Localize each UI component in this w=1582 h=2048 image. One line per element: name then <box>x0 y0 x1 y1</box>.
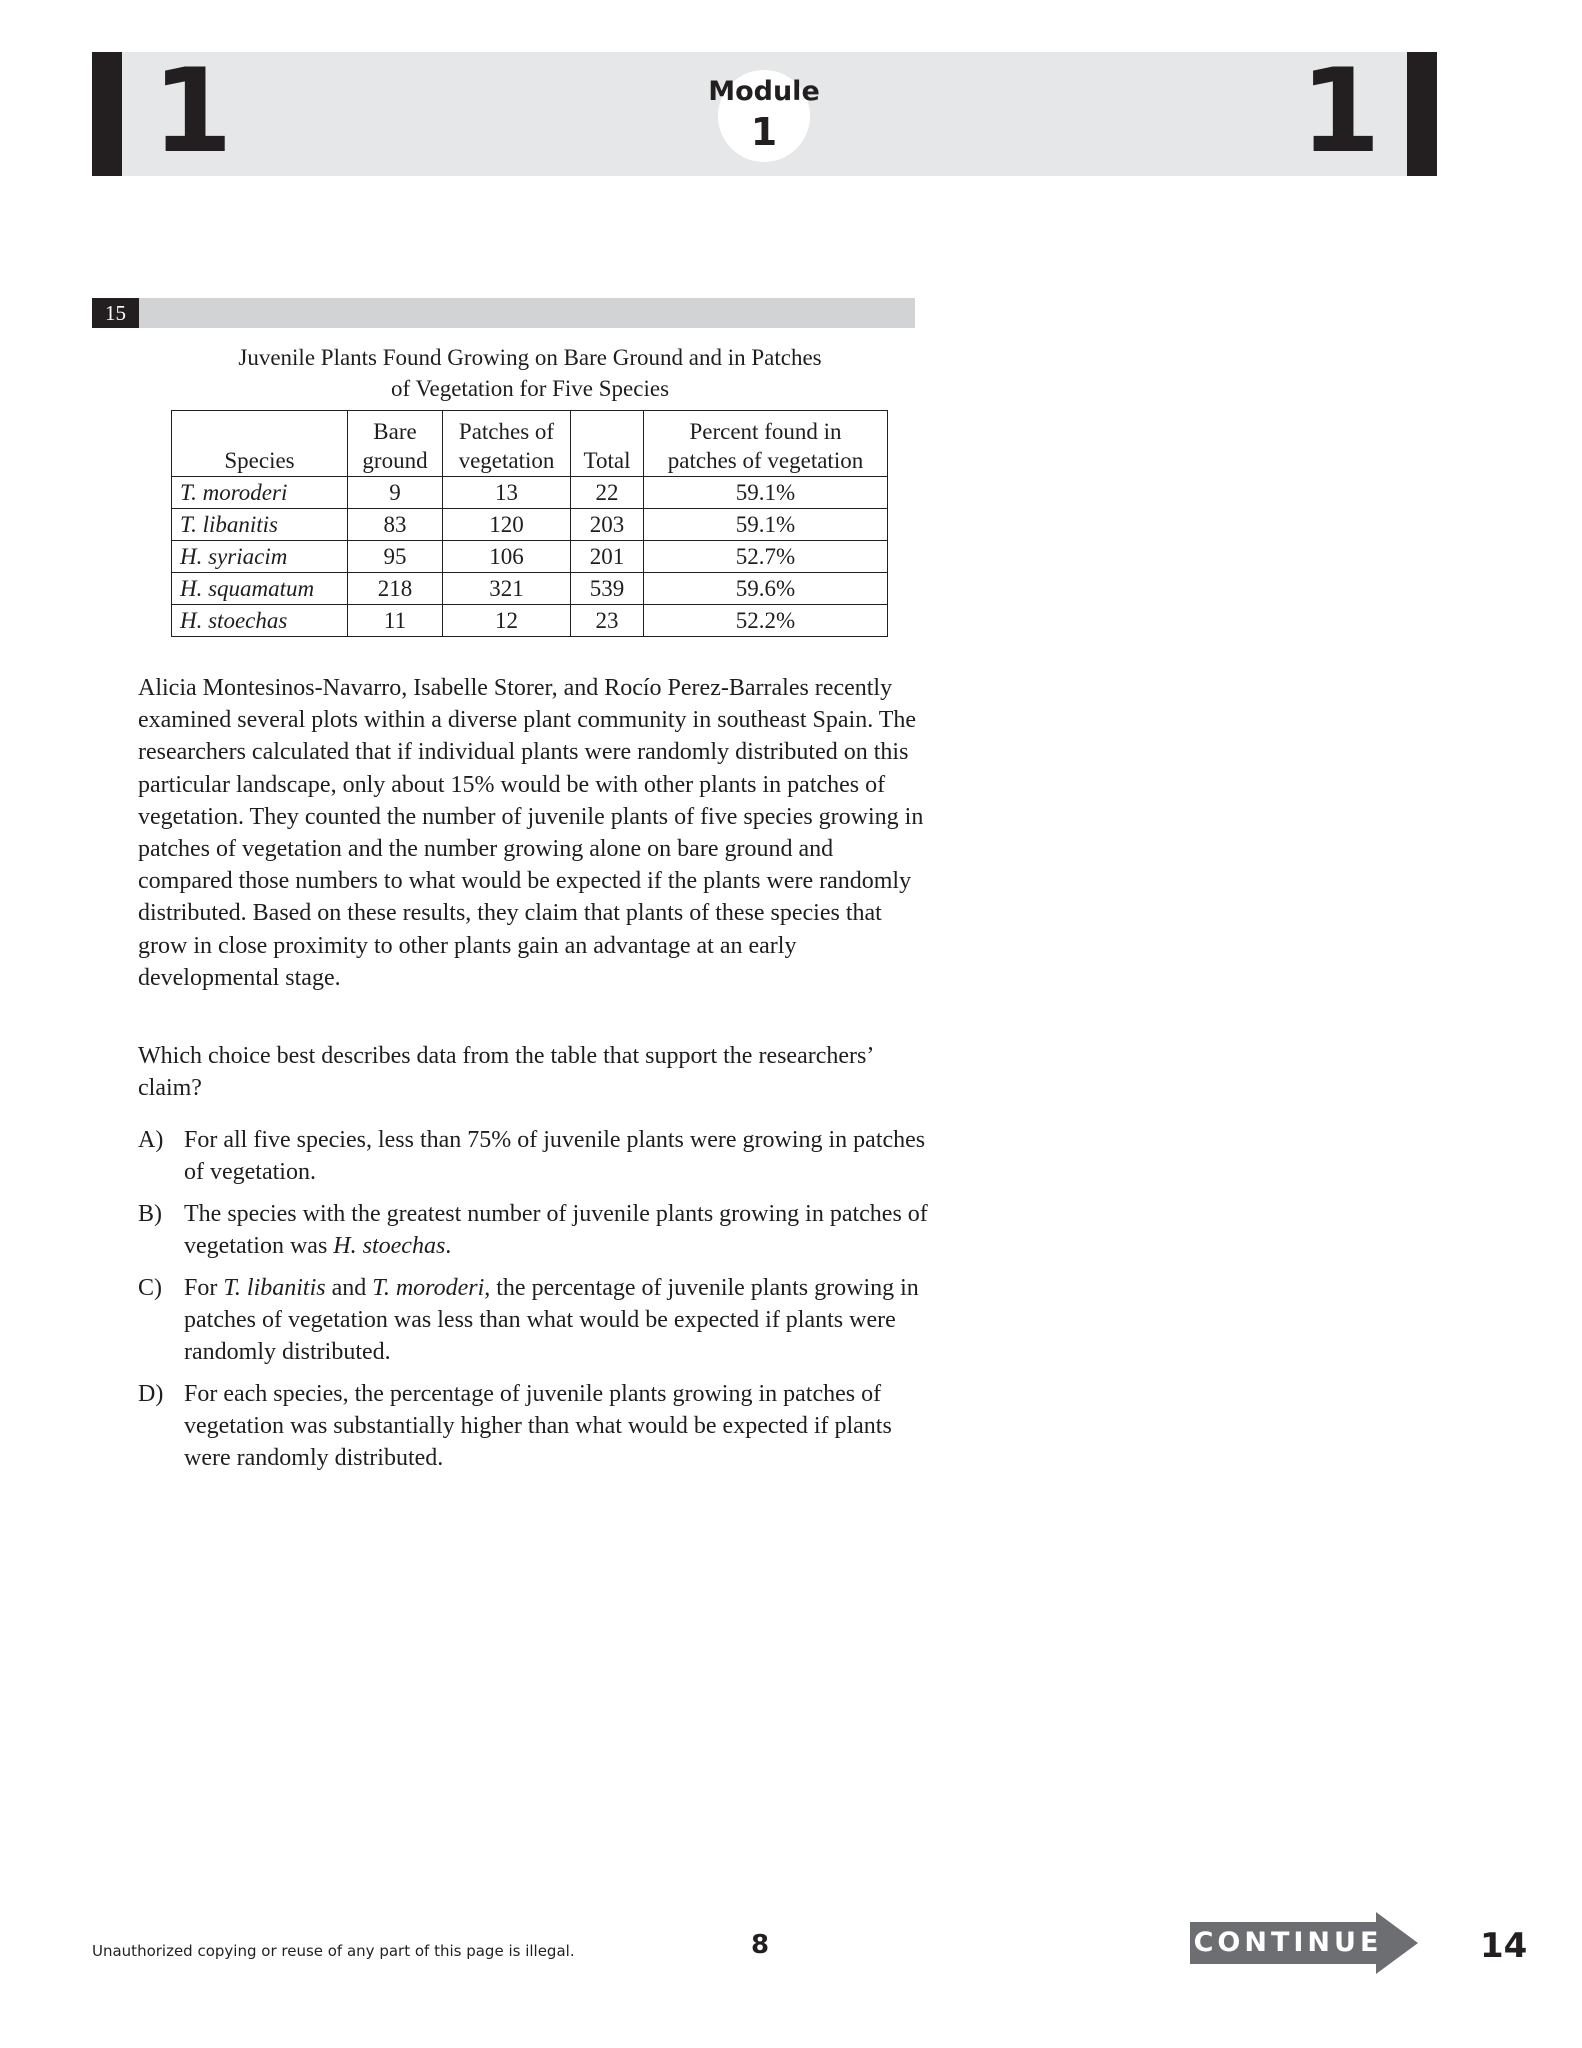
header-percent: Percent found in patches of vegetation <box>644 411 888 477</box>
header-patches: Patches of vegetation <box>443 411 571 477</box>
passage-text: Alicia Montesinos-Navarro, Isabelle Storer, and Rocío Perez-Barrales recently examined several plots within a diverse plant community in southeast Spain. The researchers calculated that if individual plants were randomly distributed on this particular landscape, only about 15% would be with other plants in patches of vegetation. They counted the number of juvenile plants of five species growing in patches of vegetation and the number growing alone on bare ground and compared those numbers to what would be expected if the plants were randomly distributed. Based on these results, they claim that plants of these species that grow in close proximity to other plants gain an advantage at an early developmental stage. <box>138 675 924 991</box>
question-number: 15 <box>92 298 139 328</box>
header-bar-right <box>1407 52 1437 176</box>
cell-species: T. moroderi <box>172 477 348 509</box>
answer-choice-c[interactable] <box>138 1272 928 1369</box>
table-title <box>150 342 910 404</box>
species-name: H. stoechas <box>333 1233 446 1260</box>
page-count: 14 <box>1480 1926 1528 1966</box>
cell-species: H. syriacim <box>172 541 348 573</box>
page-number: 8 <box>750 1930 770 1960</box>
choice-letter: A) <box>138 1127 164 1153</box>
choice-letter: D) <box>138 1381 164 1407</box>
header-total: Total <box>571 411 644 477</box>
continue-label: CONTINUE <box>1193 1927 1383 1958</box>
header-bar-left <box>92 52 122 176</box>
cell-total: 22 <box>571 477 644 509</box>
choice-letter: C) <box>138 1275 162 1301</box>
choice-text: The species with the greatest number of juvenile plants growing in patches of vegetation was H. stoechas. <box>184 1201 928 1260</box>
cell-bare: 83 <box>348 509 443 541</box>
choice-letter: B) <box>138 1201 162 1227</box>
cell-percent: 52.7% <box>644 541 888 573</box>
cell-bare: 95 <box>348 541 443 573</box>
species-name: T. libanitis <box>223 1275 326 1301</box>
choice-text: For all five species, less than 75% of juvenile plants were growing in patches of vegetation. <box>184 1127 926 1186</box>
header-bare-ground: Bare ground <box>348 411 443 477</box>
cell-species: H. squamatum <box>172 573 348 605</box>
header-species: Species <box>172 411 348 477</box>
cell-total: 539 <box>571 573 644 605</box>
table-row <box>172 573 888 605</box>
cell-species: H. stoechas <box>172 605 348 637</box>
table-row <box>172 541 888 573</box>
cell-patches: 120 <box>443 509 571 541</box>
cell-bare: 11 <box>348 605 443 637</box>
answer-choice-b[interactable] <box>138 1198 928 1262</box>
cell-species: T. libanitis <box>172 509 348 541</box>
section-number-right: 1 <box>1300 44 1381 179</box>
cell-total: 201 <box>571 541 644 573</box>
cell-percent: 59.1% <box>644 509 888 541</box>
question-stem: Which choice best describes data from the table that support the researchers’ claim? <box>138 1043 873 1102</box>
cell-patches: 106 <box>443 541 571 573</box>
cell-patches: 321 <box>443 573 571 605</box>
table-title-line2: of Vegetation for Five Species <box>390 376 670 401</box>
table-row <box>172 509 888 541</box>
answer-choice-a[interactable] <box>138 1124 928 1188</box>
cell-patches: 12 <box>443 605 571 637</box>
table-title-line1: Juvenile Plants Found Growing on Bare Ground and in Patches <box>238 345 822 370</box>
section-number-left: 1 <box>152 44 233 179</box>
cell-bare: 9 <box>348 477 443 509</box>
data-table <box>171 410 888 637</box>
module-label: Module <box>708 76 820 107</box>
cell-percent: 52.2% <box>644 605 888 637</box>
cell-percent: 59.1% <box>644 477 888 509</box>
cell-patches: 13 <box>443 477 571 509</box>
question-number-bar <box>92 298 915 328</box>
module-number: 1 <box>750 110 778 154</box>
table-header-row <box>172 411 888 477</box>
cell-percent: 59.6% <box>644 573 888 605</box>
table-row <box>172 477 888 509</box>
choice-text: For each species, the percentage of juvenile plants growing in patches of vegetation was substantially higher than what would be expected if plants were randomly distributed. <box>184 1381 892 1472</box>
cell-bare: 218 <box>348 573 443 605</box>
continue-button[interactable] <box>1190 1912 1418 1974</box>
copyright-notice: Unauthorized copying or reuse of any part of this page is illegal. <box>92 1942 575 1960</box>
answer-choice-d[interactable] <box>138 1378 928 1475</box>
cell-total: 23 <box>571 605 644 637</box>
species-name: T. moroderi <box>372 1275 485 1301</box>
cell-total: 203 <box>571 509 644 541</box>
choice-text: For T. libanitis and T. moroderi, the percentage of juvenile plants growing in patches of vegetation was less than what would be expected if plants were randomly distributed. <box>184 1275 919 1366</box>
table-row <box>172 605 888 637</box>
